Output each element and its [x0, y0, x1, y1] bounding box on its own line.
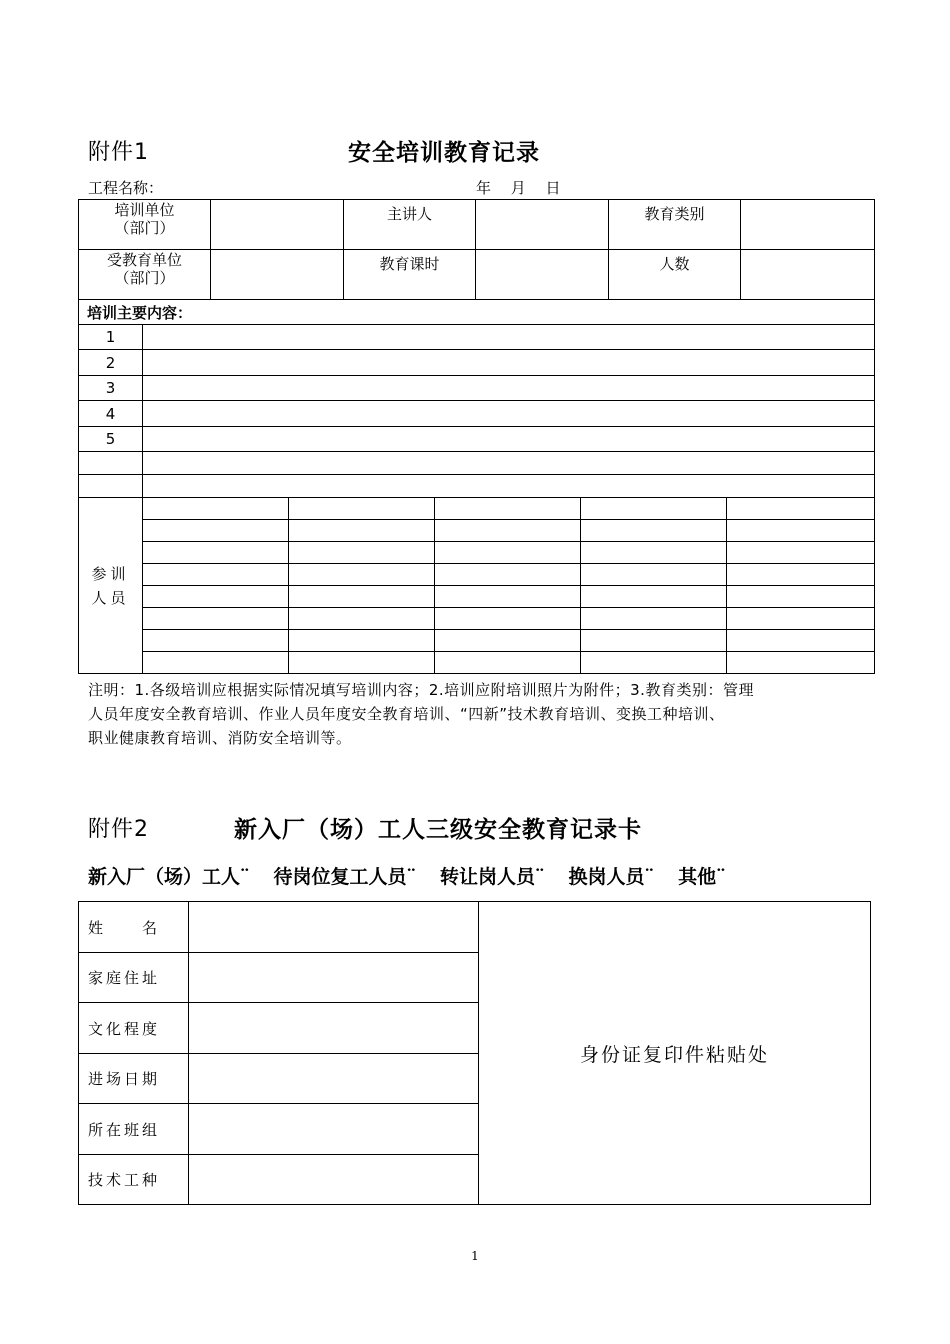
edu-unit-value[interactable] [211, 250, 344, 300]
lecturer-value[interactable] [476, 200, 609, 250]
id-paste-area[interactable]: 身份证复印件粘贴处 [479, 902, 871, 1205]
content-row-value[interactable] [143, 452, 875, 475]
content-row-value[interactable] [143, 401, 875, 427]
note-block [88, 678, 878, 750]
edu-unit-label [79, 250, 211, 300]
participant-cell[interactable] [727, 564, 875, 586]
participant-cell[interactable] [435, 520, 581, 542]
edu-unit-line1: 受教育单位 [106, 251, 182, 269]
participant-cell[interactable] [727, 652, 875, 674]
train-unit-line2: （部门） [114, 219, 175, 237]
count-value[interactable] [741, 250, 875, 300]
note-line: 人员年度安全教育培训、作业人员年度安全教育培训、“四新”技术教育培训、变换工种培训、 [88, 705, 725, 723]
date-label: 年 月 日 [476, 179, 561, 197]
participants-line1: 参训 [91, 564, 130, 583]
participant-cell[interactable] [143, 652, 289, 674]
participant-cell[interactable] [727, 586, 875, 608]
field-value[interactable] [189, 1003, 479, 1054]
attachment-1-title: 安全培训教育记录 [348, 139, 540, 166]
participant-cell[interactable] [435, 498, 581, 520]
participant-cell[interactable] [581, 652, 727, 674]
field-label: 进场日期 [79, 1054, 189, 1104]
participant-cell[interactable] [581, 520, 727, 542]
edu-type-value[interactable] [741, 200, 875, 250]
participant-cell[interactable] [435, 630, 581, 652]
field-value[interactable] [189, 1104, 479, 1155]
participants-label [79, 498, 143, 674]
content-row-number: 2 [79, 350, 143, 376]
participant-cell[interactable] [435, 564, 581, 586]
participant-cell[interactable] [289, 498, 435, 520]
participant-cell[interactable] [581, 564, 727, 586]
category-rework[interactable]: 待岗位复工人员¨ [273, 866, 417, 888]
attachment-2-title: 新入厂（场）工人三级安全教育记录卡 [234, 816, 642, 843]
content-row-value[interactable] [143, 475, 875, 498]
content-row-number: 4 [79, 401, 143, 427]
field-label: 技术工种 [79, 1155, 189, 1205]
participant-cell[interactable] [289, 652, 435, 674]
train-unit-value[interactable] [211, 200, 344, 250]
training-info-table [78, 199, 875, 300]
participant-cell[interactable] [289, 542, 435, 564]
count-label: 人数 [609, 250, 741, 300]
participant-cell[interactable] [289, 630, 435, 652]
participant-cell[interactable] [143, 498, 289, 520]
field-label: 文化程度 [79, 1003, 189, 1054]
participant-cell[interactable] [581, 586, 727, 608]
edu-type-label: 教育类别 [609, 200, 741, 250]
category-transfer[interactable]: 转让岗人员¨ [440, 866, 545, 888]
field-value[interactable] [189, 1054, 479, 1104]
participant-cell[interactable] [289, 564, 435, 586]
participant-cell[interactable] [289, 520, 435, 542]
participant-cell[interactable] [143, 564, 289, 586]
attachment-2-label: 附件2 [88, 817, 149, 842]
content-row-value[interactable] [143, 350, 875, 376]
participant-cell[interactable] [727, 630, 875, 652]
participant-cell[interactable] [289, 586, 435, 608]
participant-cell[interactable] [143, 542, 289, 564]
participant-cell[interactable] [143, 586, 289, 608]
content-row-number: 1 [79, 325, 143, 350]
content-row-number [79, 475, 143, 498]
content-row-value[interactable] [143, 325, 875, 350]
field-value[interactable] [189, 902, 479, 953]
note-line: 职业健康教育培训、消防安全培训等。 [88, 729, 352, 747]
edu-unit-line2: （部门） [114, 269, 175, 287]
worker-category-row [88, 862, 726, 889]
content-row-value[interactable] [143, 376, 875, 401]
participant-cell[interactable] [727, 608, 875, 630]
category-job-change[interactable]: 换岗人员¨ [568, 866, 655, 888]
participant-cell[interactable] [435, 652, 581, 674]
page-number: 1 [471, 1249, 479, 1263]
field-label: 家庭住址 [79, 953, 189, 1003]
participant-cell[interactable] [581, 542, 727, 564]
participant-cell[interactable] [143, 630, 289, 652]
note-line: 注明：1.各级培训应根据实际情况填写培训内容；2.培训应附培训照片为附件；3.教育类别：管理 [88, 681, 754, 699]
content-row-value[interactable] [143, 427, 875, 452]
hours-value[interactable] [476, 250, 609, 300]
train-unit-label [79, 200, 211, 250]
hours-label: 教育课时 [344, 250, 476, 300]
field-label: 姓 名 [79, 902, 189, 953]
field-label: 所在班组 [79, 1104, 189, 1155]
field-value[interactable] [189, 1155, 479, 1205]
participant-cell[interactable] [143, 520, 289, 542]
participant-cell[interactable] [727, 498, 875, 520]
content-row-number [79, 452, 143, 475]
content-row-number: 3 [79, 376, 143, 401]
content-label: 培训主要内容： [79, 300, 875, 325]
participant-cell[interactable] [727, 520, 875, 542]
participant-cell[interactable] [581, 630, 727, 652]
participant-cell[interactable] [435, 542, 581, 564]
attachment-1-label: 附件1 [88, 140, 149, 165]
participant-cell[interactable] [435, 586, 581, 608]
participant-cell[interactable] [289, 608, 435, 630]
participant-cell[interactable] [435, 608, 581, 630]
project-name-label: 工程名称： [88, 179, 164, 197]
content-row-number: 5 [79, 427, 143, 452]
train-unit-line1: 培训单位 [114, 201, 175, 219]
field-value[interactable] [189, 953, 479, 1003]
participant-cell[interactable] [727, 542, 875, 564]
worker-info-table [78, 901, 871, 1205]
participant-cell[interactable] [143, 608, 289, 630]
category-other[interactable]: 其他¨ [678, 866, 726, 888]
training-content-table [78, 299, 875, 674]
participant-cell[interactable] [581, 498, 727, 520]
participants-line2: 人员 [91, 588, 130, 607]
lecturer-label: 主讲人 [344, 200, 476, 250]
category-new-worker[interactable]: 新入厂（场）工人¨ [88, 866, 250, 888]
participant-cell[interactable] [581, 608, 727, 630]
